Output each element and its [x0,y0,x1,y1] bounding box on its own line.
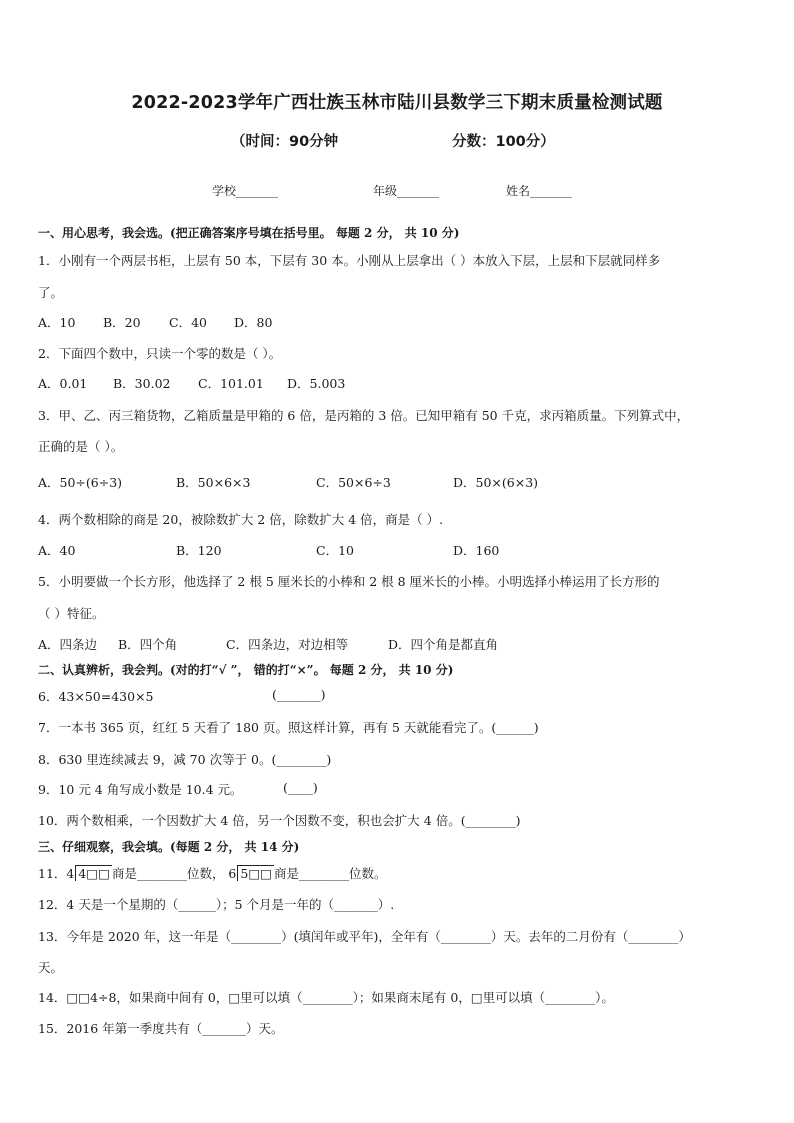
q5-option-b: B．四个角 [118,637,178,652]
question-7: 7．一本书 365 页，红红 5 天看了 180 页。照这样计算，再有 5 天就能看完了。(______) [38,720,539,735]
question-11 [38,864,386,882]
exam-title: 2022-2023学年广西壮族玉林市陆川县数学三下期末质量检测试题 [131,93,663,113]
q5-option-d: D．四个角是都直角 [388,637,499,652]
q5-option-c: C．四条边，对边相等 [226,637,349,652]
q4-option-d: D．160 [453,543,500,558]
division-bracket-a: 4□□ [75,865,112,881]
name-field: 姓名_______ [506,184,573,198]
q3-option-d: D．50×(6×3) [453,475,539,490]
q4-option-c: C．10 [316,543,354,558]
question-15: 15．2016 年第一季度共有（_______）天。 [38,1021,284,1036]
q5-option-a: A．四条边 [38,637,98,652]
grade-field: 年级_______ [373,184,440,198]
question-5-line-2: （ ）特征。 [38,606,105,621]
question-9-blank: (____) [283,780,318,795]
question-9: 9．10 元 4 角写成小数是 10.4 元。 [38,782,243,797]
time-limit: （时间：90分钟 [231,134,339,150]
question-12: 12．4 天是一个星期的（______）；5 个月是一年的（_______）. [38,897,395,912]
question-13-line-1: 13．今年是 2020 年，这一年是（________）(填闰年或平年)，全年有（________）天。去年的二月份有（________） [38,929,691,944]
q2-option-b: B．30.02 [113,376,171,391]
question-3-line-2: 正确的是（ ）。 [38,439,124,454]
question-6-blank: (_______) [272,687,326,702]
question-13-line-2: 天。 [38,960,64,975]
question-1-line-1: 1．小刚有一个两层书柜，上层有 50 本，下层有 30 本。小刚从上层拿出（ ）本放入下层，上层和下层就同样多 [38,253,661,268]
q3-option-c: C．50×6÷3 [316,475,391,490]
q2-option-c: C．101.01 [198,376,264,391]
question-14: 14．□□4÷8，如果商中间有 0，□里可以填（________）；如果商末尾有 0，□里可以填（________）。 [38,990,614,1005]
q1-option-a: A．10 [38,315,76,330]
q3-option-b: B．50×6×3 [176,475,251,490]
question-1-line-2: 了。 [38,285,64,300]
question-8: 8．630 里连续减去 9，减 70 次等于 0。(________) [38,752,332,767]
question-4: 4．两个数相除的商是 20，被除数扩大 2 倍，除数扩大 4 倍，商是（ ）. [38,512,444,527]
question-6: 6．43×50=430×5 [38,689,154,704]
total-score: 分数：100分） [452,134,555,150]
q4-option-a: A．40 [38,543,76,558]
section-3-heading: 三、仔细观察，我会填。(每题 2 分， 共 14 分) [38,840,300,854]
question-10: 10．两个数相乘，一个因数扩大 4 倍，另一个因数不变，积也会扩大 4 倍。(________) [38,813,521,828]
question-5-line-1: 5．小明要做一个长方形，他选择了 2 根 5 厘米长的小棒和 2 根 8 厘米长的小棒。小明选择小棒运用了长方形的 [38,574,660,589]
q1-option-d: D．80 [234,315,273,330]
question-2: 2．下面四个数中，只读一个零的数是（ ）。 [38,346,282,361]
q2-option-d: D．5.003 [287,376,346,391]
q4-option-b: B．120 [176,543,222,558]
question-11-end: 商是________位数。 [273,866,387,881]
school-field: 学校_______ [212,184,279,198]
section-2-heading: 二、认真辨析，我会判。(对的打“√ ”， 错的打“×”。 每题 2 分， 共 10 分) [38,663,454,677]
q2-option-a: A．0.01 [38,376,88,391]
division-bracket-b: 5□□ [237,865,274,881]
q3-option-a: A．50÷(6÷3) [38,475,123,490]
question-11-middle: 商是________位数， 6 [111,866,237,881]
section-1-heading: 一、用心思考，我会选。(把正确答案序号填在括号里。 每题 2 分， 共 10 分) [38,226,460,240]
question-3-line-1: 3．甲、乙、丙三箱货物，乙箱质量是甲箱的 6 倍，是丙箱的 3 倍。已知甲箱有 50 千克，求丙箱质量。下列算式中， [38,408,690,423]
q1-option-b: B．20 [103,315,141,330]
q1-option-c: C．40 [169,315,207,330]
question-11-divisor-a: 11．4 [38,866,75,881]
